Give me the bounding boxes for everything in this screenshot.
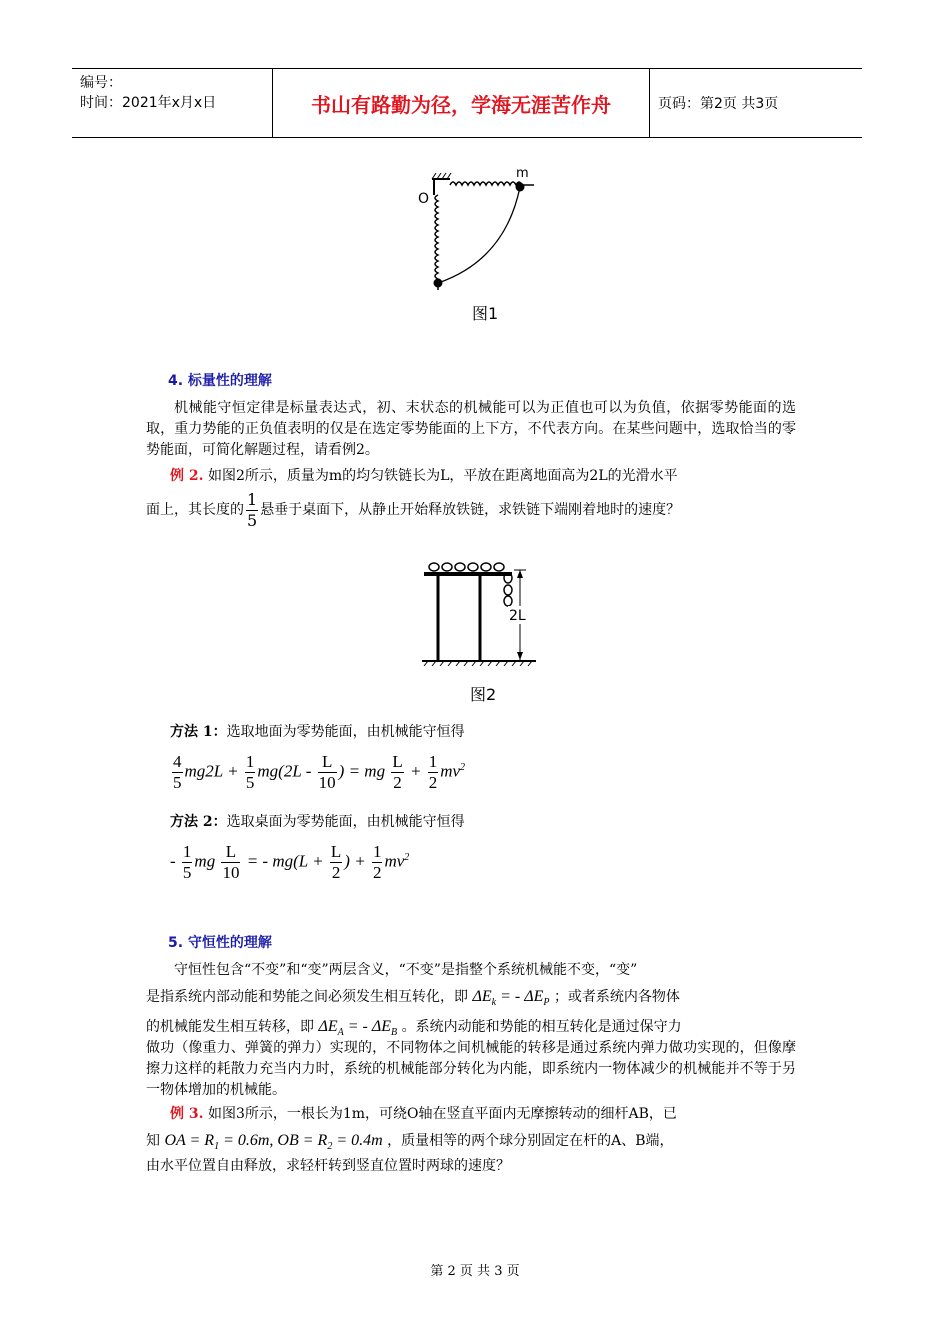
section-5-line3a: 的机械能发生相互转移，即 xyxy=(146,1019,314,1035)
label-o: O xyxy=(418,191,430,207)
method-1-label: 方法 1： xyxy=(170,724,227,740)
section-4-title: 4. 标量性的理解 xyxy=(168,373,272,389)
radius-eq: OA = $R_1 = 0.6m$, OB = $R_2 = 0.4m$ xyxy=(164,1132,383,1153)
example-2-line1 xyxy=(170,466,678,487)
figure-2 xyxy=(420,560,550,705)
figure-1-caption: 图1 xyxy=(472,304,499,323)
example-3-line2 xyxy=(146,1130,674,1157)
section-5-line2 xyxy=(146,986,680,1013)
section-5-line1: 守恒性包含“不变”和“变”两层含义，“不变”是指整个系统机械能不变，“变” xyxy=(174,962,638,978)
one-fifth-fraction xyxy=(246,490,258,531)
example-2-label: 例 2. xyxy=(170,468,204,484)
example-2-text2a: 面上，其长度的 xyxy=(146,502,244,518)
example-3-text3: 由水平位置自由释放，求轻杆转到竖直位置时两球的速度？ xyxy=(146,1158,510,1174)
section-5-line3b: 。系统内动能和势能的相互转化是通过保守力 xyxy=(401,1019,682,1035)
spring-pendulum-diagram xyxy=(410,165,540,290)
energy-eq-2: $\Delta E_A$ = - $\Delta E_B$ xyxy=(318,1018,398,1039)
example-3-text2a: 知 xyxy=(146,1133,160,1149)
label-m: m xyxy=(516,166,529,181)
number-label: 编号： xyxy=(80,75,122,91)
section-5-line2b: ；或者系统内各物体 xyxy=(553,989,680,1005)
example-3-text1: 如图3所示，一根长为1m，可绕O轴在竖直平面内无摩擦转动的细杆AB，已 xyxy=(207,1106,677,1122)
method-2-text: 选取桌面为零势能面，由机械能守恒得 xyxy=(226,814,465,830)
page-header xyxy=(72,68,862,138)
method-1 xyxy=(170,722,465,743)
equation-2: - $\frac{1}{5}$ mg $\frac{L}{10}$ = - mg(L + $\frac{L}{2}$ ) + $\frac{1}{2}$ $mv^2$ xyxy=(170,842,410,882)
example-2-text1: 如图2所示，质量为m的均匀铁链长为L，平放在距离地面高为2L的光滑水平 xyxy=(207,468,678,484)
section-5-title: 5. 守恒性的理解 xyxy=(168,935,272,951)
example-3-line1 xyxy=(170,1104,677,1125)
page-footer: 第 2 页 共 3 页 xyxy=(430,1264,520,1279)
section-4-body: 机械能守恒定律是标量表达式，初、末状态的机械能可以为正值也可以为负值，依据零势能面的选取，重力势能的正负值表明的仅是在选定零势能面的上下方，不代表方向。在某些问题中，选取恰当的零势能面，可简化解题过程，请看例2。 xyxy=(146,400,796,458)
example-3-label: 例 3. xyxy=(170,1106,204,1122)
header-page-info: 页码：第2页 共3页 xyxy=(658,96,779,112)
frac-num: 1 xyxy=(247,490,258,509)
section-5-line2a: 是指系统内部动能和势能之间必须发生相互转化，即 xyxy=(146,989,468,1005)
example-2-text2b: 悬垂于桌面下，从静止开始释放铁链，求铁链下端刚着地时的速度？ xyxy=(260,502,681,518)
frac-den: 5 xyxy=(247,511,258,530)
figure-2-caption: 图2 xyxy=(470,685,497,704)
equation-1: $\frac{4}{5}$ mg2L + $\frac{1}{5}$ mg(2L - $\frac{L}{10}$ ) = mg $\frac{L}{2}$ + $\frac{1}{2}$ $mv^2$ xyxy=(173,752,466,792)
chain-table-diagram xyxy=(420,560,550,672)
example-3-text2b: ，质量相等的两个球分别固定在杆的A、B端， xyxy=(387,1133,674,1149)
example-2-line2 xyxy=(146,490,680,531)
method-1-text: 选取地面为零势能面，由机械能守恒得 xyxy=(226,724,465,740)
figure-1 xyxy=(410,165,540,335)
header-motto: 书山有路勤为径，学海无涯苦作舟 xyxy=(272,69,650,137)
label-2l: 2L xyxy=(509,608,526,624)
header-meta xyxy=(80,73,270,113)
method-2 xyxy=(170,812,465,833)
energy-eq-1: $\Delta E_k$ = - $\Delta E_P$ xyxy=(472,988,550,1009)
time-label: 时间：2021年x月x日 xyxy=(80,95,217,111)
method-2-label: 方法 2： xyxy=(170,814,227,830)
section-5-rest: 做功（像重力、弹簧的弹力）实现的，不同物体之间机械能的转移是通过系统内弹力做功实现的，但像摩擦力这样的耗散力充当内力时，系统的机械能部分转化为内能，即系统内一物体减少的机械能并不等于另一物体增加的机械能。 xyxy=(146,1040,796,1098)
